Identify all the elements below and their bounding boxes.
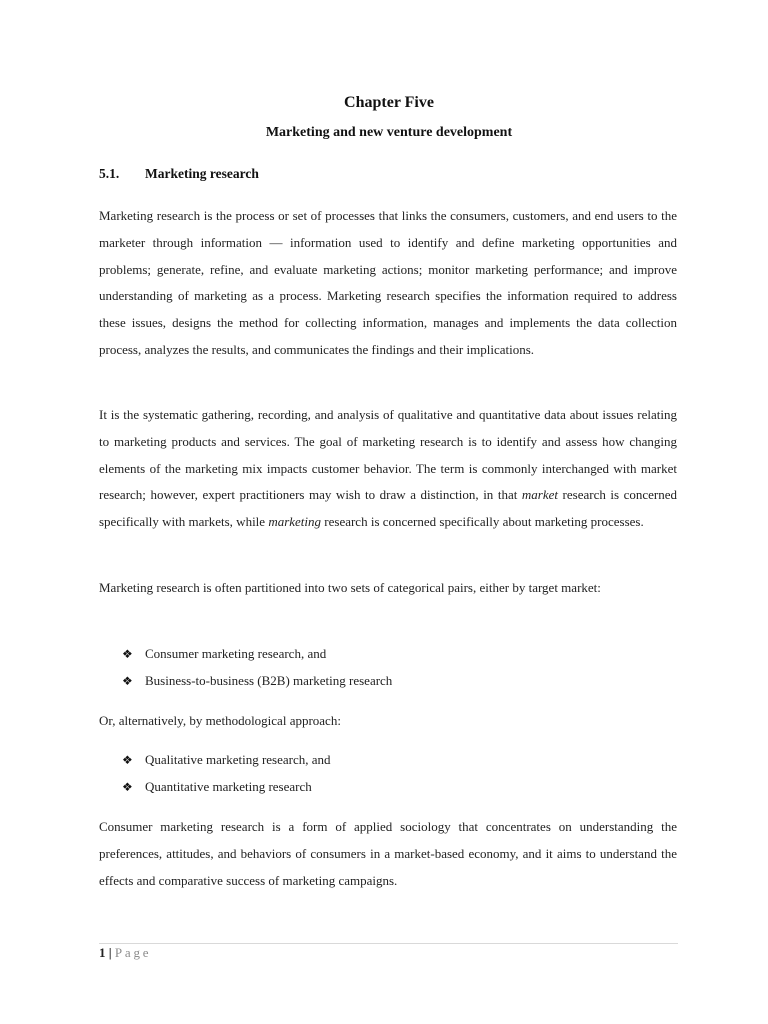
list-item-text: Consumer marketing research, and (145, 646, 327, 661)
page-label: Page (114, 945, 152, 960)
section-heading (99, 166, 259, 182)
footer-divider (99, 943, 678, 944)
emphasis-market: market (521, 487, 558, 503)
paragraph-alternatively: Or, alternatively, by methodological approach: (99, 713, 341, 728)
list-item (122, 747, 331, 774)
methodology-list (122, 747, 331, 801)
chapter-subtitle: Marketing and new venture development (265, 125, 513, 140)
list-item-text: Business-to-business (B2B) marketing research (145, 672, 393, 688)
emphasis-marketing: marketing (268, 514, 322, 530)
paragraph-text: research is concerned specifically about marketing processes. (321, 514, 644, 530)
paragraph-text: research is concerned specifically with markets, while (99, 487, 677, 530)
section-number: 5.1. (99, 166, 120, 181)
footer-separator: | (108, 945, 112, 960)
target-market-list (122, 641, 392, 695)
page-number: 1 (99, 945, 106, 960)
list-item (122, 641, 392, 668)
page-footer (99, 944, 151, 962)
paragraph-partitioned: Marketing research is often partitioned into two sets of categorical pairs, either by target market: (99, 580, 601, 595)
section-title: Marketing research (145, 166, 259, 181)
paragraph-systematic-gathering (99, 402, 677, 536)
diamond-bullet-icon: ❖ (122, 779, 133, 794)
chapter-title: Chapter Five (344, 94, 434, 111)
paragraph-consumer-research: Consumer marketing research is a form of applied sociology that concentrates on understanding the preferences, attitudes, and behaviors of consumers in a market-based economy, and it aims to understand the effects and comparative success of marketing campaigns. (99, 819, 677, 888)
list-item-text: Qualitative marketing research, and (145, 752, 331, 767)
paragraph-text: It is the systematic gathering, recording, and analysis of qualitative and quantitative data about issues relating to marketing products and services. The goal of marketing research is to identify and assess how changing elements of the marketing mix impacts customer behavior. The term is commonly interchanged with market research; however, expert practitioners may wish to draw a distinction, in that (99, 407, 677, 503)
list-item (122, 668, 392, 695)
paragraph-definition: Marketing research is the process or set of processes that links the consumers, customers, and end users to the marketer through information — information used to identify and define marketing opportunities and problems; generate, refine, and evaluate marketing actions; monitor marketing performance; and improve understanding of marketing as a process. Marketing research specifies the information required to address these issues, designs the method for collecting information, manages and implements the data collection process, analyzes the results, and communicates the findings and their implications. (99, 208, 677, 357)
diamond-bullet-icon: ❖ (122, 753, 133, 767)
diamond-bullet-icon: ❖ (122, 673, 133, 688)
diamond-bullet-icon: ❖ (122, 647, 133, 661)
list-item (122, 774, 331, 801)
list-item-text: Quantitative marketing research (145, 778, 312, 794)
